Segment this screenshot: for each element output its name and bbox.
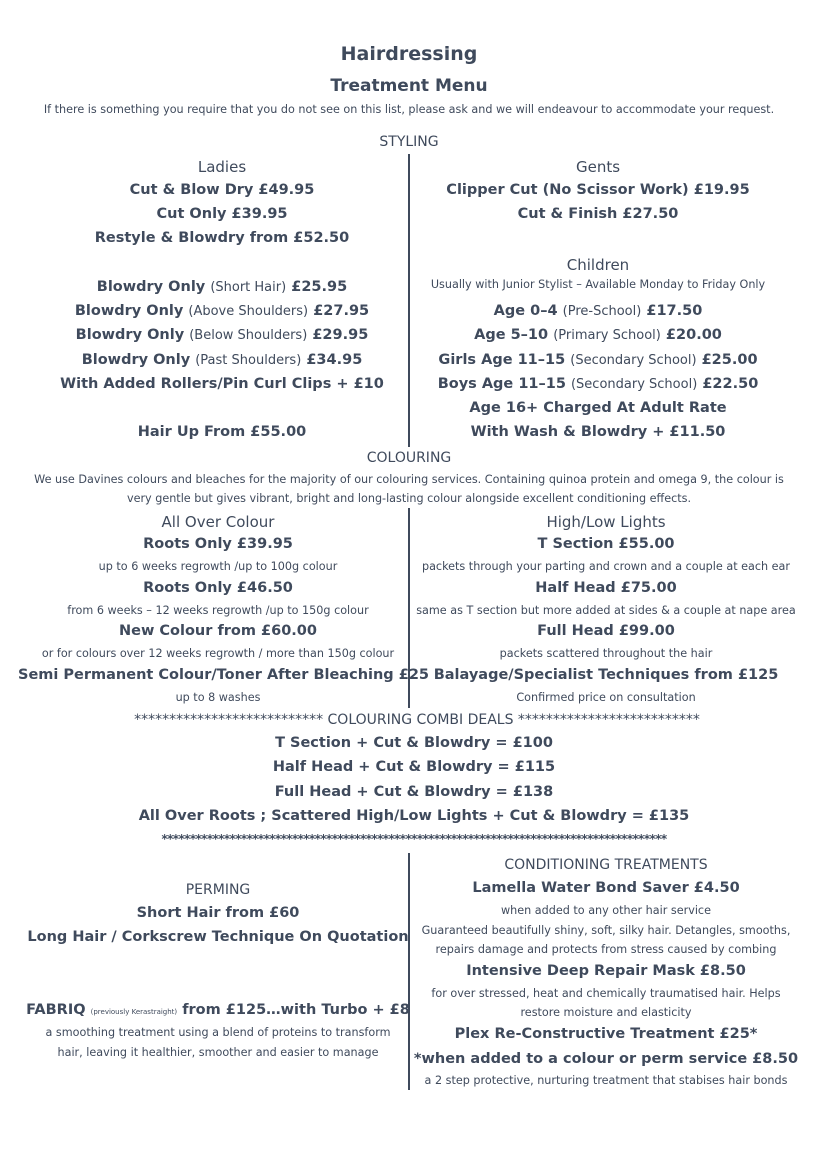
perming-item: Long Hair / Corkscrew Technique On Quotation — [27, 929, 409, 945]
ladies-heading: Ladies — [197, 158, 247, 176]
lights-item-note: same as T section but more added at sides & a couple at nape area — [416, 604, 796, 617]
perming-heading: PERMING — [185, 882, 251, 898]
conditioning-note: repairs damage and protects from stress caused by combing — [435, 943, 777, 956]
hair-up-item: Hair Up From £55.00 — [137, 424, 307, 440]
ladies-item: Cut Only £39.95 — [156, 206, 288, 222]
children-heading: Children — [566, 256, 630, 274]
colour-item-note: up to 8 washes — [175, 691, 261, 704]
conditioning-note: when added to any other hair service — [501, 904, 711, 917]
page-title: Hairdressing — [340, 43, 478, 65]
colouring-intro: very gentle but gives vibrant, bright and long-lasting colour alongside excellent conditioning effects. — [126, 492, 692, 505]
all-over-heading: All Over Colour — [161, 513, 275, 531]
conditioning-note: restore moisture and elasticity — [520, 1006, 692, 1019]
lights-item: Half Head £75.00 — [535, 580, 677, 596]
colouring-heading: COLOURING — [366, 450, 452, 466]
colour-item-note: up to 6 weeks regrowth /up to 100g colour — [98, 560, 338, 573]
combi-item: All Over Roots ; Scattered High/Low Lights + Cut & Blowdry = £135 — [138, 808, 690, 824]
children-item: Age 0–4 (Pre-School) £17.50 — [493, 303, 703, 319]
blowdry-item: Blowdry Only (Short Hair) £25.95 — [96, 279, 348, 295]
conditioning-heading: CONDITIONING TREATMENTS — [504, 857, 708, 873]
colour-item: Roots Only £39.95 — [143, 536, 293, 552]
combi-heading: *************************** COLOURING COMBI DEALS ************************** — [134, 712, 700, 728]
colour-item: Roots Only £46.50 — [143, 580, 293, 596]
children-item: Boys Age 11–15 (Secondary School) £22.50 — [437, 376, 759, 392]
conditioning-note: a 2 step protective, nurturing treatment that stabises hair bonds — [424, 1074, 788, 1087]
styling-heading: STYLING — [379, 134, 439, 150]
children-item: Girls Age 11–15 (Secondary School) £25.00 — [438, 352, 758, 368]
combi-divider: ***************************************************************************************** — [161, 832, 667, 846]
lights-item: Balayage/Specialist Techniques from £125 — [433, 667, 779, 683]
combi-item: Full Head + Cut & Blowdry = £138 — [274, 784, 554, 800]
colouring-intro: We use Davines colours and bleaches for the majority of our colouring services. Containing quinoa protein and omega 9, the colour is — [34, 473, 784, 486]
combi-item: T Section + Cut & Blowdry = £100 — [275, 735, 553, 751]
colour-item-note: or for colours over 12 weeks regrowth / more than 150g colour — [41, 647, 395, 660]
children-note: Usually with Junior Stylist – Available Monday to Friday Only — [430, 278, 766, 291]
ladies-item: Cut & Blow Dry £49.95 — [129, 182, 315, 198]
lights-item-note: packets through your parting and crown and a couple at each ear — [421, 560, 791, 573]
adult-rate-item: Age 16+ Charged At Adult Rate — [469, 400, 727, 416]
conditioning-note: for over stressed, heat and chemically traumatised hair. Helps — [431, 987, 781, 1000]
lights-item-note: Confirmed price on consultation — [516, 691, 696, 704]
ladies-item: Restyle & Blowdry from £52.50 — [94, 230, 350, 246]
conditioning-item: Intensive Deep Repair Mask £8.50 — [466, 963, 746, 979]
combi-item: Half Head + Cut & Blowdry = £115 — [272, 759, 556, 775]
rollers-item: With Added Rollers/Pin Curl Clips + £10 — [60, 376, 384, 392]
wash-item: With Wash & Blowdry + £11.50 — [470, 424, 726, 440]
intro-text: If there is something you require that you do not see on this list, please ask and we will endeavour to accommodate your request. — [43, 103, 775, 116]
gents-item: Clipper Cut (No Scissor Work) £19.95 — [446, 182, 750, 198]
lights-item: Full Head £99.00 — [537, 623, 675, 639]
fabriq-item: FABRIQ (previously Kerastraight) from £125…with Turbo + £8 — [26, 1002, 410, 1018]
conditioning-note: Guaranteed beautifully shiny, soft, silky hair. Detangles, smooths, — [421, 924, 791, 937]
blowdry-item: Blowdry Only (Above Shoulders) £27.95 — [74, 303, 370, 319]
children-item: Age 5–10 (Primary School) £20.00 — [474, 327, 722, 343]
conditioning-item: Plex Re-Constructive Treatment £25* — [454, 1026, 758, 1042]
gents-item: Cut & Finish £27.50 — [517, 206, 679, 222]
blowdry-item: Blowdry Only (Below Shoulders) £29.95 — [75, 327, 369, 343]
lights-heading: High/Low Lights — [546, 513, 666, 531]
colour-item: New Colour from £60.00 — [118, 623, 317, 639]
perming-item: Short Hair from £60 — [136, 905, 300, 921]
fabriq-note: a smoothing treatment using a blend of proteins to transform — [45, 1026, 391, 1039]
fabriq-note: hair, leaving it healthier, smoother and easier to manage — [57, 1046, 379, 1059]
colour-item-note: from 6 weeks – 12 weeks regrowth /up to 150g colour — [67, 604, 369, 617]
conditioning-item: Lamella Water Bond Saver £4.50 — [472, 880, 740, 896]
blowdry-item: Blowdry Only (Past Shoulders) £34.95 — [81, 352, 363, 368]
lights-item-note: packets scattered throughout the hair — [499, 647, 713, 660]
gents-heading: Gents — [575, 158, 621, 176]
lights-item: T Section £55.00 — [537, 536, 675, 552]
conditioning-item: *when added to a colour or perm service £8.50 — [413, 1051, 799, 1067]
colour-item: Semi Permanent Colour/Toner After Bleaching £25 — [18, 667, 429, 683]
page-subtitle: Treatment Menu — [330, 76, 488, 96]
